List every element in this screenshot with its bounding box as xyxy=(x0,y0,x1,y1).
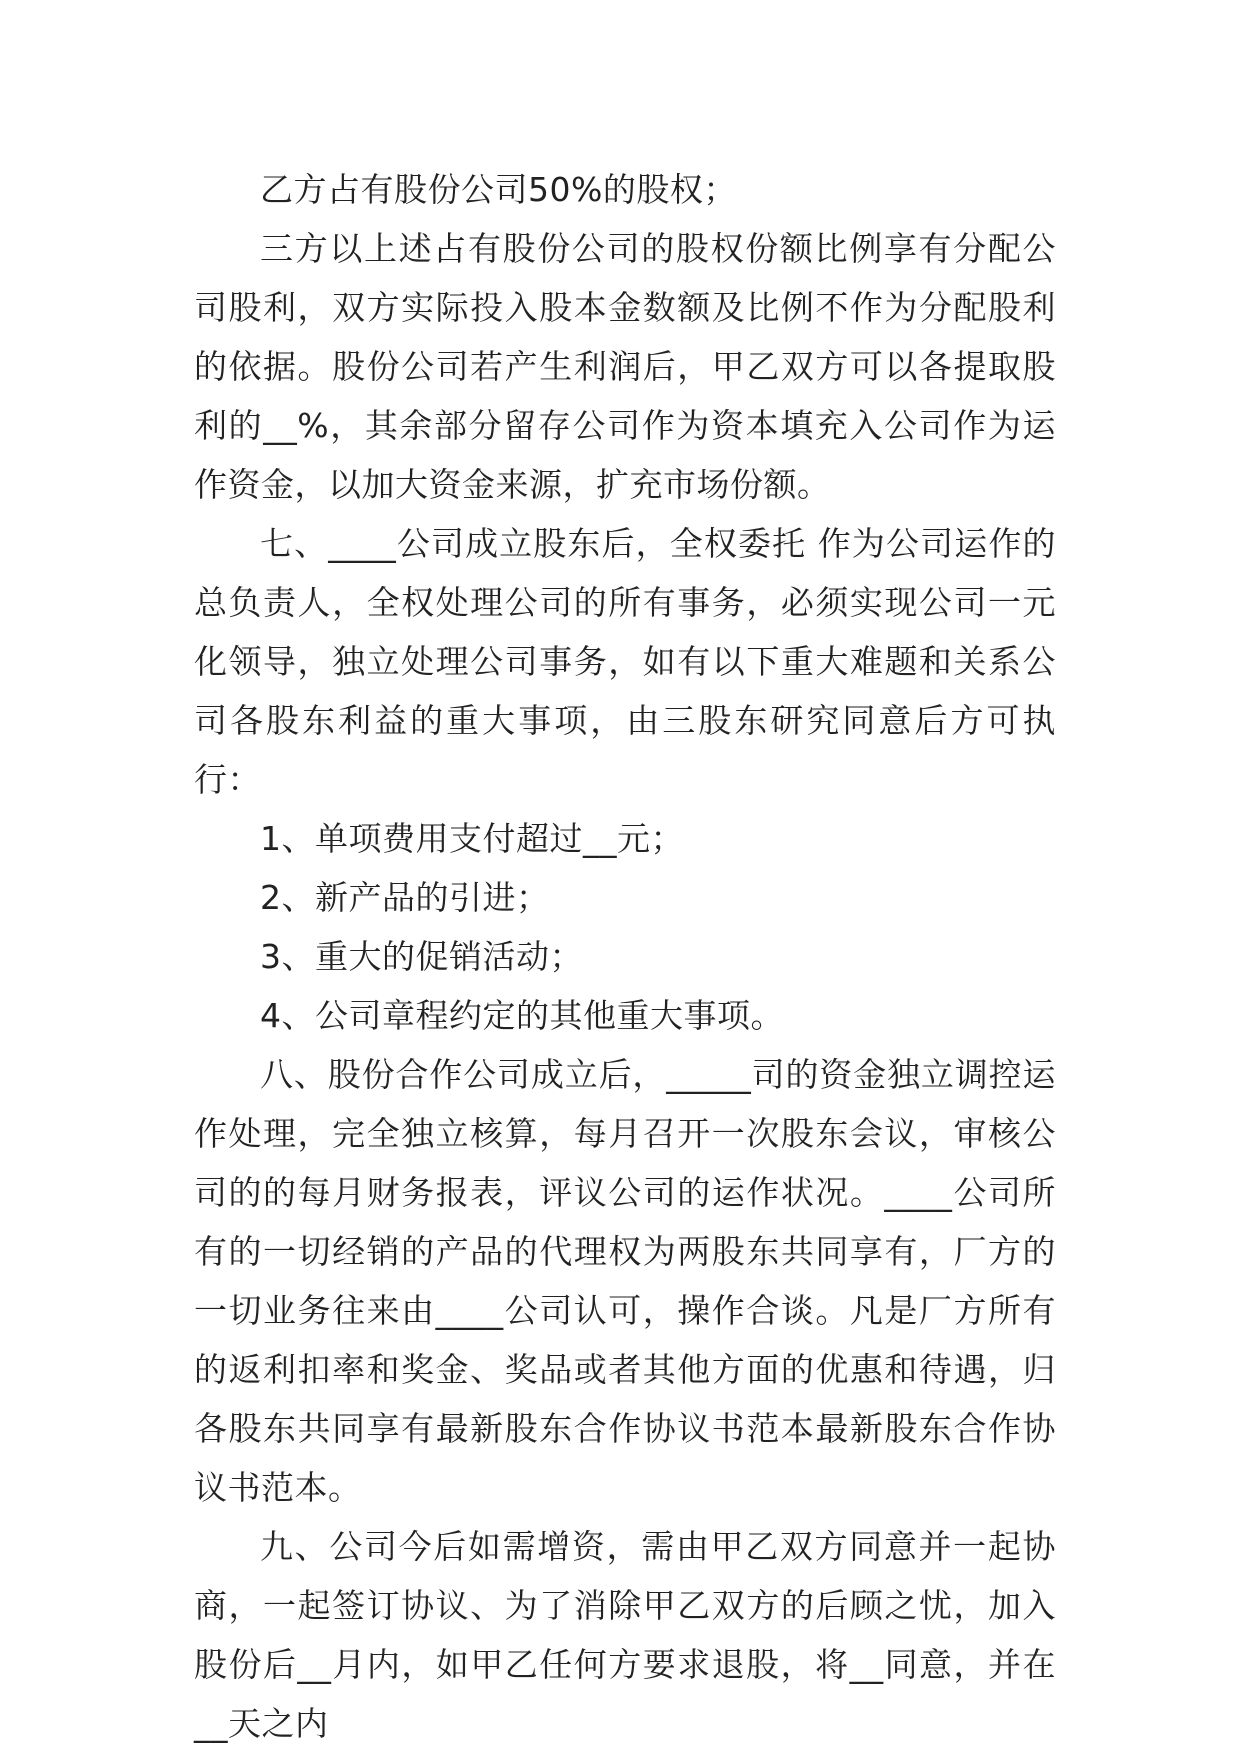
list-item-expense-limit: 1、单项费用支付超过__元； xyxy=(260,819,684,858)
paragraph-clause-eight: 八、股份合作公司成立后，_____司的资金独立调控运作处理，完全独立核算，每月召开一次股东会议，审核公司的的每月财务报表，评议公司的运作状况。____公司所有的一切经销的产品的代理权为两股东共同享有，厂方的一切业务往来由____公司认可，操作合谈。凡是厂方所有的返利扣率和奖金、奖品或者其他方面的优惠和待遇，归各股东共同享有最新股东合作协议书范本最新股东合作协议书范本。 xyxy=(194,1055,1056,1507)
paragraph-clause-seven: 七、____公司成立股东后，全权委托 作为公司运作的总负责人，全权处理公司的所有事务，必须实现公司一元化领导，独立处理公司事务，如有以下重大难题和关系公司各股东利益的重大事项，由三股东研究同意后方可执行： xyxy=(194,524,1056,799)
list-item-new-product: 2、新产品的引进； xyxy=(260,878,550,917)
paragraph-share-ratio: 乙方占有股份公司50%的股权； xyxy=(260,170,737,209)
list-item-other-matters: 4、公司章程约定的其他重大事项。 xyxy=(260,996,784,1035)
document-body xyxy=(194,160,1056,1753)
paragraph-clause-nine: 九、公司今后如需增资，需由甲乙双方同意并一起协商，一起签订协议、为了消除甲乙双方的后顾之忧，加入股份后__月内，如甲乙任何方要求退股，将__同意，并在__天之内 xyxy=(194,1527,1056,1743)
list-item-promotion: 3、重大的促销活动； xyxy=(260,937,583,976)
paragraph-dividend-distribution: 三方以上述占有股份公司的股权份额比例享有分配公司股利，双方实际投入股本金数额及比例不作为分配股利的依据。股份公司若产生利润后，甲乙双方可以各提取股利的__%，其余部分留存公司作为资本填充入公司作为运作资金，以加大资金来源，扩充市场份额。 xyxy=(194,229,1056,504)
